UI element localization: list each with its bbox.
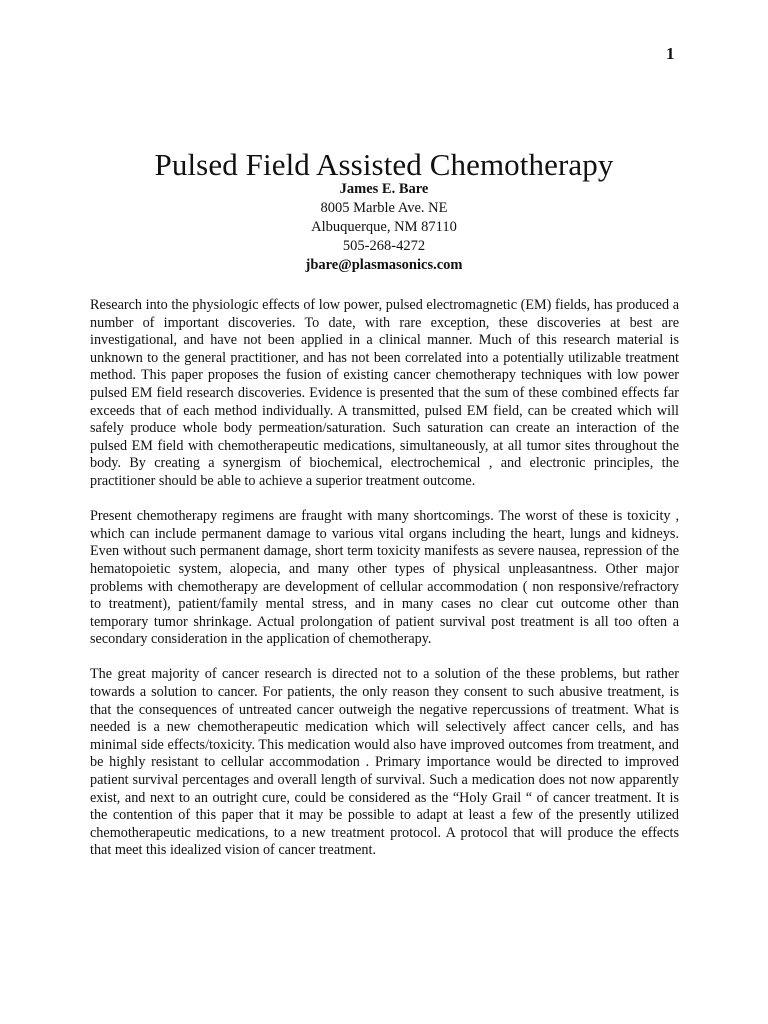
author-phone: 505-268-4272: [342, 238, 426, 254]
author-address-line2: Albuquerque, NM 87110: [311, 219, 457, 235]
author-email: jbare@plasmasonics.com: [305, 257, 463, 273]
paragraph-1: Research into the physiologic effects of low power, pulsed electromagnetic (EM) fields, has produced a number of important discoveries. To date, with rare exception, these discoveries at best are investigational, and have not been applied in a clinical manner. Much of this research material is unknown to the general practitioner, and has not been correlated into a potentially utilizable treatment method. This paper proposes the fusion of existing cancer chemotherapy techniques with low power pulsed EM field research discoveries. Evidence is presented that the sum of these combined effects far exceeds that of each method individually. A transmitted, pulsed EM field, can be created which will safely produce whole body permeation/saturation. Such saturation can create an interaction of the pulsed EM field with chemotherapeutic medications, simultaneously, at all tumor sites throughout the body. By creating a synergism of biochemical, electrochemical , and electronic principles, the practitioner should be able to achieve a superior treatment outcome.: [90, 297, 679, 489]
author-block: [0, 180, 768, 275]
author-name: James E. Bare: [339, 181, 429, 197]
paper-title: Pulsed Field Assisted Chemotherapy: [154, 146, 614, 182]
paragraph-3: The great majority of cancer research is directed not to a solution of the these problems, but rather towards a solution to cancer. For patients, the only reason they consent to such abusive treatment, is that the consequences of untreated cancer outweigh the negative repercussions of treatment. What is needed is a new chemotherapeutic medication which will selectively affect cancer cells, and has minimal side effects/toxicity. This medication would also have improved outcomes from treatment, and be highly resistant to cellular accommodation . Primary importance would be directed to improved patient survival percentages and overall length of survival. Such a medication does not now apparently exist, and next to an outright cure, could be considered as the “Holy Grail “ of cancer treatment. It is the contention of this paper that it may be possible to adapt at least a few of the presently utilized chemotherapeutic medications, to a new treatment protocol. A protocol that will produce the effects that meet this idealized vision of cancer treatment.: [90, 666, 679, 859]
paragraph-2: Present chemotherapy regimens are fraught with many shortcomings. The worst of these is toxicity , which can include permanent damage to various vital organs including the heart, lungs and kidneys. Even without such permanent damage, short term toxicity manifests as severe nausea, repression of the hematopoietic system, alopecia, and many other types of physical unpleasantness. Other major problems with chemotherapy are development of cellular accommodation ( non responsive/refractory to treatment), patient/family mental stress, and in many cases no clear cut outcome other than temporary tumor shrinkage. Actual prolongation of patient survival post treatment is all too often a secondary consideration in the application of chemotherapy.: [90, 508, 679, 648]
page-number: 1: [666, 44, 675, 63]
author-address-line1: 8005 Marble Ave. NE: [320, 200, 448, 216]
paper-body: [90, 297, 679, 878]
